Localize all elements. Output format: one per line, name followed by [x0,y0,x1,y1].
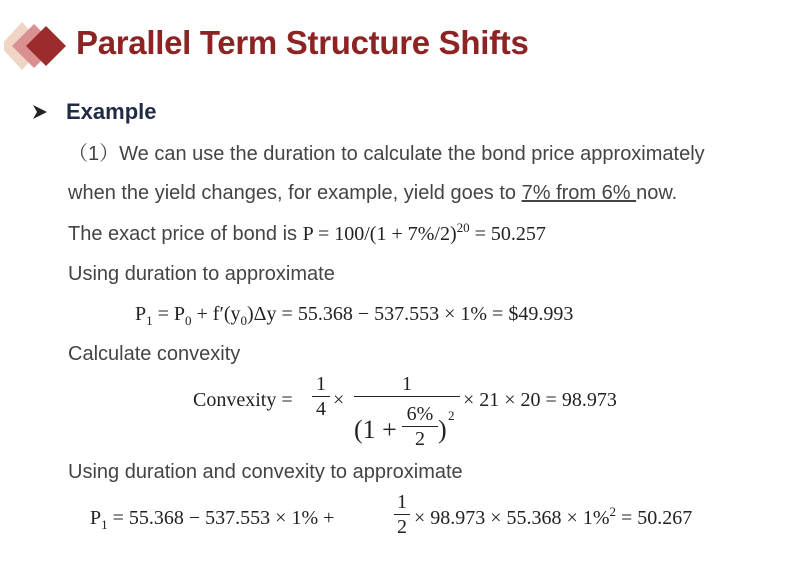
eq3-b: × 98.973 × 55.368 × 1% [414,507,610,529]
exact-price-expr: P = 100/(1 + 7%/2) [302,223,457,245]
eq1-p: P [135,303,147,325]
text-line-6: Calculate convexity [68,343,241,365]
exact-price-formula [302,220,546,245]
eq1-p-sub: 1 [146,313,153,328]
eq1-mid: = P [152,303,186,325]
frac-main-num: 1 [402,373,412,395]
frac-main-bar [354,396,460,397]
convexity-times-sign: × [333,389,345,411]
text-line-3-a: The exact price of bond is [68,223,303,245]
den-close-paren: ) [438,415,447,444]
frac-quarter-num: 1 [316,373,326,395]
convexity-approx-equation-end [414,506,692,532]
eq3-fraction-half [394,490,410,539]
frac-half-num: 1 [397,491,407,513]
den-inner-den: 2 [415,428,425,450]
eq1-rest-a: + f′(y [191,303,241,325]
text-line-3 [68,222,546,248]
eq3-p: P [90,507,102,529]
eq1-rest-b: )Δy = 55.368 − 537.553 × 1% = $49.993 [247,303,574,325]
duration-approx-equation [135,302,573,328]
section-label: Example [66,99,157,124]
eq3-c: = 50.267 [616,507,693,529]
eq3-p-sub: 1 [101,517,108,532]
frac-quarter-den: 4 [316,398,326,420]
text-line-4: Using duration to approximate [68,263,335,285]
underlined-yield-change: 7% from 6% [521,182,637,204]
den-inner-fraction [402,402,438,451]
frac-half-den: 2 [397,516,407,538]
convexity-result: × 21 × 20 = 98.973 [463,389,617,411]
eq1-y-sub: 0 [240,313,248,328]
convexity-fraction-main [354,372,460,397]
text-line-1: （1）We can use the duration to calculate the bond price approximately [68,143,705,165]
convexity-fraction-quarter [312,372,330,421]
den-exponent: 2 [448,408,455,423]
slide-title: Parallel Term Structure Shifts [76,24,529,61]
den-inner-num: 6% [406,403,434,425]
den-open: (1 + [354,415,397,444]
convexity-label: Convexity = [193,389,293,411]
arrow-bullet-icon [32,104,48,120]
exact-price-exponent: 20 [456,220,470,235]
convexity-approx-equation-start [90,506,334,532]
eq1-p0-sub: 0 [185,313,192,328]
text-line-2-b: now. [636,182,678,204]
eq3-exp: 2 [609,504,616,519]
exact-price-result: = 50.257 [469,223,546,245]
text-line-8: Using duration and convexity to approximate [68,461,463,483]
eq3-a: = 55.368 − 537.553 × 1% + [107,507,335,529]
text-line-2 [68,181,677,205]
text-line-2-a: when the yield changes, for example, yield goes to [68,182,522,204]
den-open-paren [354,415,397,444]
diamond-logo-icon [4,22,70,70]
